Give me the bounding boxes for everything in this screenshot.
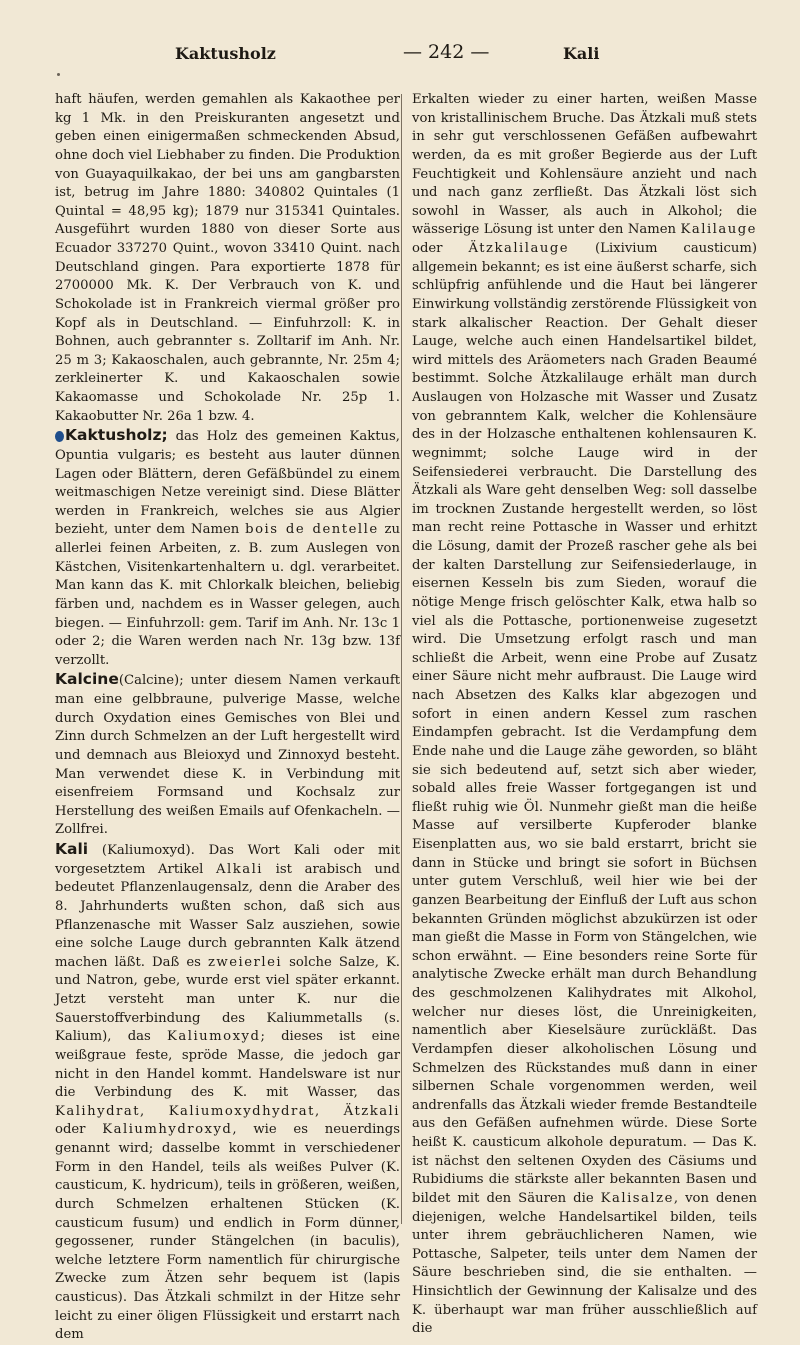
spaced-term: bois de dentelle — [245, 522, 379, 538]
blue-marker-icon — [55, 431, 64, 442]
body-text: , von denen diejenigen, welche Handelsartikel bilden, teils unter ihrem gebräuchlicheren Namen, wie Pottasche, Salpeter, teils unter dem Namen der Säure beschrieben sind, die sie enthalten. — Hinsichtlich der Gewinnung der Kalisalze und des K. überhaupt war man früher ausschließlich auf die — [412, 1190, 757, 1337]
entry-term-kalcine: Kalcine — [55, 670, 119, 689]
entry-text: , wie es neuerdings genannt wird; dasselbe kommt in verschiedener Form in den Handel, teils als weißes Pulver (K. causticum, K. hydricum), teils in größeren, weißen, durch Schmelzen erhaltenen Stücken (K. causticum fusum) und endlich in Form dünner, gegossener, runder Stängelchen (in baculis), welche letztere Form namentlich für chirurgische Zwecke zum Ätzen sehr bequem ist (lapis causticus). Das Ätzkali schmilzt in der Hitze sehr leicht zu einer öligen Flüssigkeit und erstarrt nach dem — [55, 1122, 400, 1343]
entry-text: das Holz des gemeinen Kaktus, Opuntia vulgaris; es besteht aus lauter dünnen Lagen oder Blättern, deren Gefäßbündel zu einem weitmaschigen Netze vereinigt sind. Diese Blätter werden in Frankreich, welches sie aus Algier bezieht, unter dem Namen — [55, 429, 400, 538]
entry-text: ; dieses ist eine weißgraue feste, spröde Masse, die jedoch gar nicht in den Handel kommt. Handelsware ist nur die Verbindung des K. mit Wasser, das — [55, 1029, 400, 1101]
entry-kali — [55, 840, 400, 1345]
column-divider — [401, 94, 402, 1224]
spaced-term: Kalilauge — [680, 222, 757, 238]
entry-text: (Calcine); unter diesem Namen verkauft man eine gelbbraune, pulverige Masse, welche durch Oxydation eines Gemisches von Blei und Zinn durch Schmelzen an der Luft hergestellt wird und demnach aus Bleioxyd und Zinnoxyd besteht. Man verwendet diese K. in Verbindung mit eisenfreiem Formsand und Kochsalz zur Herstellung des weißen Emails auf Ofenkacheln. — Zollfrei. — [55, 673, 400, 838]
header-right-keyword: Kali — [563, 44, 600, 63]
header-left-keyword: Kaktusholz — [175, 44, 276, 63]
spaced-term: Alkali — [216, 861, 264, 877]
body-text: (Lixivium causticum) allgemein bekannt; es ist eine äußerst scharfe, sich schlüpfrig anfühlende und die Haut bei längerer Einwirkung vollständig zerstörende Flüssigkeit von stark alkalischer Reaction. Der Gehalt dieser Lauge, welche auch einen Handelsartikel bildet, wird mittels des Aräometers nach Graden Beaumé bestimmt. Solche Ätzkalilauge erhält man durch Auslaugen von Holzasche mit Wasser und Zusatz von gebranntem Kalk, welcher die Kohlensäure des in der Holzasche enthaltenen kohlensauren K. wegnimmt; solche Lauge wird in der Seifensiederei verbraucht. Die Darstellung des Ätzkali als Ware geht denselben Weg: soll dasselbe im trocknen Zustande hergestellt werden, so löst man recht reine Pottasche in Wasser und erhitzt die Lösung, damit der Prozeß rascher gehe als bei der kalten Darstellung zur Seifensiederlauge, in eisernen Kesseln bis zum Sieden, worauf die nötige Menge frisch gelöschter Kalk, etwa halb so viel als die Pottasche, portionenweise zugesetzt wird. Die Umsetzung erfolgt rasch und man schließt die Arbeit, wenn eine Probe auf Zusatz einer Säure nicht mehr aufbraust. Die Lauge wird nach Absetzen des Kalks klar abgezogen und sofort in einen andern Kessel zum raschen Eindampfen gebracht. Ist die Verdampfung dem Ende nahe und die Lauge zähe geworden, so bläht sie sich bedeutend auf, setzt sich aber wieder, sobald alles freie Wasser fortgegangen ist und fließt ruhig wie Öl. Nunmehr gießt man die heiße Masse auf versilberte Kupferoder blanke Eisenplatten aus, wo sie bald erstarrt, bricht sie dann in Stücke und bringt sie sofort in Büchsen unter gutem Verschluß, weil hier wie bei der ganzen Bearbeitung der Einfluß der Luft aus schon bekannten Gründen möglichst abzukürzen ist oder man gießt die Masse in Form von Stängelchen, wie schon erwähnt. — Eine besonders reine Sorte für analytische Zwecke erhält man durch Behandlung des geschmolzenen Kalihydrates mit Alkohol, welcher nur dieses löst, die Unreinigkeiten, namentlich aber Kieselsäure zurückläßt. Das Verdampfen dieser alkoholischen Lösung und Schmelzen des Rückstandes muß dann in einer silbernen Schale vorgenommen werden, weil andrenfalls das Ätzkali wieder fremde Bestandteile aus den Gefäßen aufnehmen würde. Diese Sorte heißt K. causticum alkohole depuratum. — Das K. ist nächst den seltenen Oxyden des Cäsiums und Rubidiums die stärkste aller bekannten Basen und bildet mit den Säuren die — [412, 241, 757, 1206]
paragraph-kakao-continued: haft häufen, werden gemahlen als Kakaothee per kg 1 Mk. in den Preiskuranten angesetzt und geben einen einigermaßen schmeckenden Absud, ohne doch viel Liebhaber zu finden. Die Produktion von Guayaquilkakao, der bei uns am gangbarsten ist, betrug im Jahre 1880: 340802 Quintales (1 Quintal = 48,95 kg); 1879 nur 315341 Quintales. Ausgeführt wurden 1880 von dieser Sorte aus Ecuador 337270 Quint., wovon 33410 Quint. nach Deutschland gingen. Para exportierte 1878 für 2700000 Mk. K. Der Verbrauch von K. und Schokolade ist in Frankreich viermal größer pro Kopf als in Deutschland. — Einfuhrzoll: K. in Bohnen, auch gebrannter s. Zolltarif im Anh. Nr. 25 m 3; Kakaoschalen, auch gebrannte, Nr. 25m 4; zerkleinerter K. und Kakaoschalen sowie Kakaomasse und Schokolade Nr. 25p 1. Kakaobutter Nr. 26a 1 bzw. 4. — [55, 92, 400, 424]
entry-term-kaktusholz: Kaktusholz; — [65, 426, 168, 445]
body-text: Erkalten wieder zu einer harten, weißen Masse von kristallinischem Bruche. Das Ätzkali muß stets in sehr gut verschlossenen Gefäßen aufbewahrt werden, da es mit großer Begierde aus der Luft Feuchtigkeit und Kohlensäure anzieht und nach und nach ganz zerfließt. Das Ätzkali löst sich sowohl in Wasser, als auch in Alkohol; die wässerige Lösung ist unter den Namen — [412, 92, 757, 238]
paragraph-kali-continued — [412, 91, 757, 1339]
body-text: oder — [412, 241, 469, 256]
entry-text: ist arabisch und bedeutet Pflanzenlaugensalz, denn die Araber des 8. Jahrhunderts wußten schon, daß sich aus Pflanzenasche mit Wasser Salz ausziehen, sowie eine solche Lauge durch gebrannten Kalk ätzend machen läßt. Daß es — [55, 861, 400, 970]
entry-text: (Kaliumoxyd). Das Wort Kali oder mit vorgesetztem Artikel — [55, 843, 400, 877]
entry-text: oder — [55, 1122, 103, 1138]
spaced-term: Kaliumoxyd — [167, 1029, 261, 1045]
entry-text: zu allerlei feinen Arbeiten, z. B. zum Auslegen von Kästchen, Visitenkartenhaltern u. dgl. verarbeitet. Man kann das K. mit Chlorkalk bleichen, beliebig färben und, nachdem es in Wasser gelegen, auch biegen. — Einfuhrzoll: gem. Tarif im Anh. Nr. 13c 1 oder 2; die Waren werden nach Nr. 13g bzw. 13f verzollt. — [55, 522, 400, 668]
running-header — [55, 41, 745, 74]
entry-term-kali: Kali — [55, 840, 89, 858]
spaced-term: Ätzkalilauge — [468, 241, 570, 256]
entry-kaktusholz — [55, 426, 400, 670]
spaced-term: zweierlei — [207, 954, 283, 970]
spaced-term: Kalihydrat, Kaliumoxydhydrat, Ätzkali — [55, 1103, 400, 1119]
entry-text: solche Salze, K. und Natron, gebe, wurde erst viel später erkannt. Jetzt versteht man unter K. nur die Sauerstoffverbindung des Kaliummetalls (s. Kalium), das — [55, 954, 400, 1045]
page-number: — 242 — — [403, 41, 490, 63]
spaced-term: Kaliumhydroxyd — [102, 1122, 233, 1138]
entry-kalcine — [55, 670, 400, 840]
left-column — [55, 91, 400, 1345]
spaced-term: Kalisalze — [600, 1190, 674, 1206]
right-column — [412, 91, 757, 1339]
margin-dot — [57, 73, 60, 76]
